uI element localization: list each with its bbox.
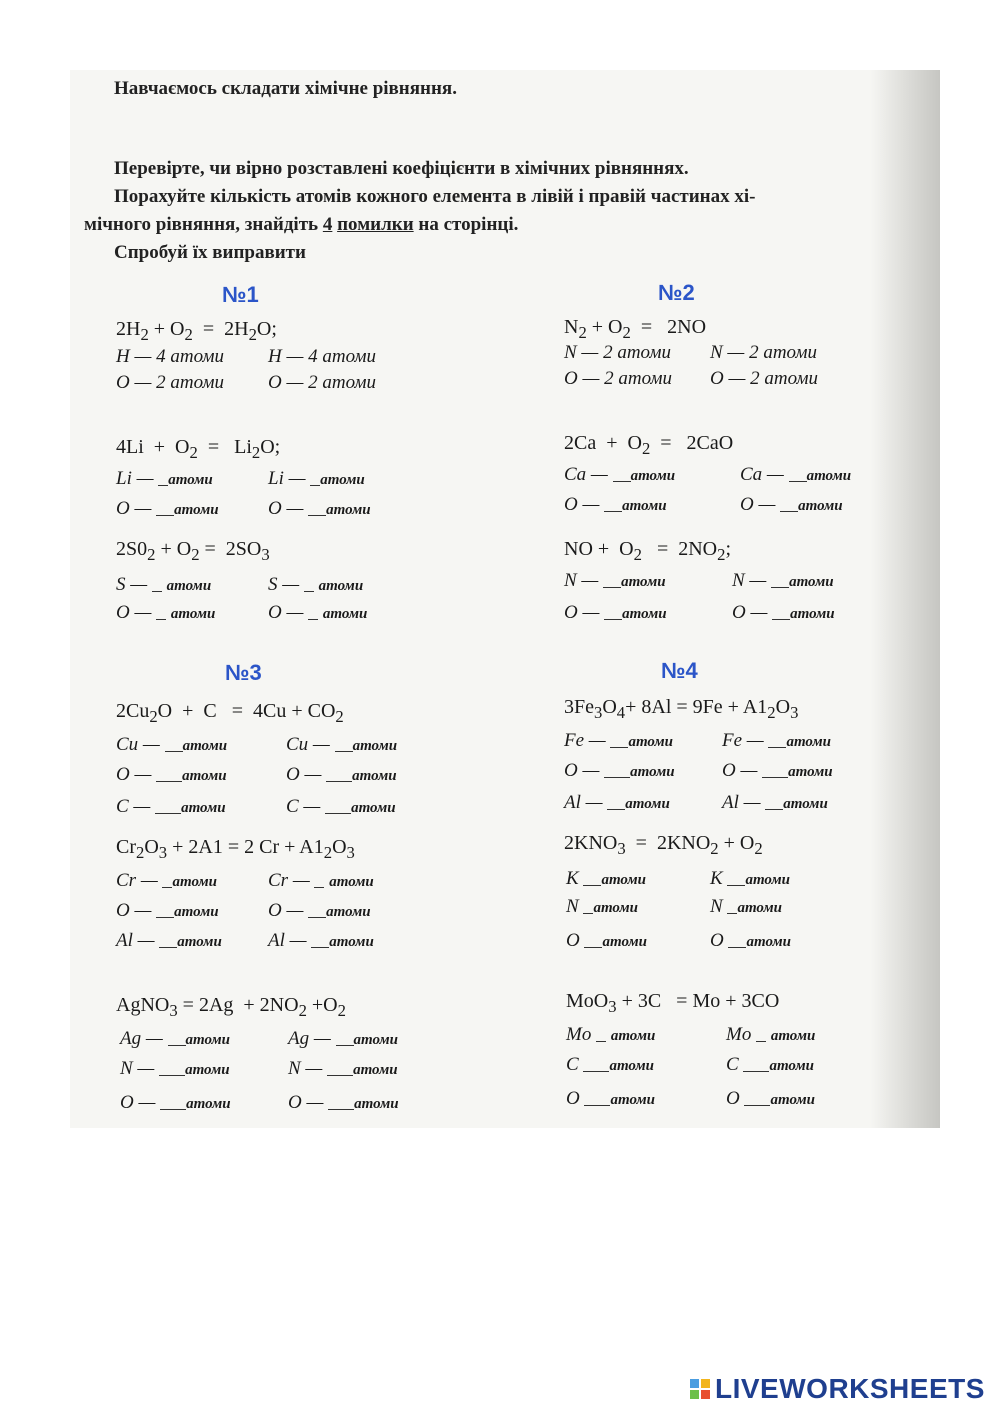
instruction-line-2: Порахуйте кількість атомів кожного елемента в лівій і правій частинах хі- — [114, 186, 756, 207]
equation-6: NO + $O_2 = 2NO_2$; — [564, 538, 731, 564]
section-4-heading: №4 — [661, 658, 698, 683]
instruction-line-1: Перевірте, чи вірно розставлені коефіцієнти в хімічних рівняннях. — [114, 158, 689, 179]
equation-2: $4Li + O_2 = Li_2O$; — [116, 436, 281, 462]
equation-10: $3Fe_3O_4+ 8Al = 9Fe + A1_2O_3$ — [564, 696, 799, 722]
section-3-heading: №3 — [225, 660, 262, 685]
equation-3: $2S0_2 + O_2 = 2SO_3$ — [116, 538, 270, 564]
equation-9: AgNO$_3$ = $2Ag + 2NO_2 +O_2$ — [116, 994, 346, 1020]
logo-text: LIVEWORKSHEETS — [715, 1373, 985, 1404]
liveworksheets-logo — [690, 1374, 985, 1404]
worksheet-scan: Навчаємось складати хімічне рівняння. Перевірте, чи вірно розставлені коефіцієнти в хімічних рівняннях. Порахуйте кількість атомів кожного елемента в лівій і правій частинах хі- мічного рівняння, знайдіть 4 помилки на сторінці. Спробуй їх виправити №1 №2 №3 №4 $2H_2 + O_2 = 2H_2O$; H — 4 атоми H — 4 атоми O — 2 атоми O — 2 атоми $4Li + O_2 = Li_2O$; Li — атоми Li — атоми O — атоми O — атоми $2S0_2 + O_2 = 2SO_3$ S — атоми S — атоми O — атоми O — атоми $N_2 + O_2 = 2NO$ N — 2 атоми N — 2 атоми O — 2 атоми O — 2 атоми $2Ca + O_2 = 2CaO$ Ca — атоми Ca — атоми O — атоми O — атоми NO + $O_2 = 2NO_2$; N — атоми N — атоми O — атоми O — атоми $2Cu_2O + C = 4Cu + CO_2$ Cu — атоми Cu — атоми O — атоми O — атоми C — атоми C — атоми $Cr_2O_3 + 2A1 = 2$ $Cr + A1_2O_3$ Cr — атоми Cr — атоми O — атоми O — атоми Al — атоми Al — атоми AgNO$_3$ = $2Ag + 2NO_2 +O_2$ Ag — атоми Ag — атоми N — атоми N — атоми O — атоми O — атоми $3Fe_3O_4+ 8Al = 9Fe + A1_2O_3$ Fe — атоми Fe — атоми O — атоми O — атоми Al — атоми Al — атоми $2KNO_3 = 2KNO_2 + O_2$ K атоми K атоми N атоми N атоми O атоми O атоми MoO$_3$ + 3C = Mo + 3CO Mo атоми Mo атоми C атоми C атоми O атоми O атоми — [70, 70, 940, 1128]
equation-5: $2Ca + O_2 = 2CaO$ — [564, 432, 734, 458]
equation-4: $N_2 + O_2 = 2NO$ — [564, 316, 707, 342]
instruction-line-4: Спробуй їх виправити — [114, 242, 306, 263]
page-fold-shadow — [870, 70, 940, 1128]
section-1-heading: №1 — [222, 282, 259, 307]
equation-1: $2H_2 + O_2 = 2H_2O$; — [116, 318, 277, 344]
instruction-line-3: мічного рівняння, знайдіть 4 помилки на сторінці. — [84, 214, 519, 235]
equation-11: $2KNO_3 = 2KNO_2 + O_2$ — [564, 832, 763, 858]
logo-icon — [690, 1379, 710, 1399]
worksheet-title: Навчаємось складати хімічне рівняння. — [114, 78, 457, 99]
equation-12: MoO$_3$ + 3C = Mo + 3CO — [566, 990, 780, 1016]
equation-8: $Cr_2O_3 + 2A1 = 2$ $Cr + A1_2O_3$ — [116, 836, 355, 862]
section-2-heading: №2 — [658, 280, 695, 305]
equation-7: $2Cu_2O + C = 4Cu + CO_2$ — [116, 700, 344, 726]
